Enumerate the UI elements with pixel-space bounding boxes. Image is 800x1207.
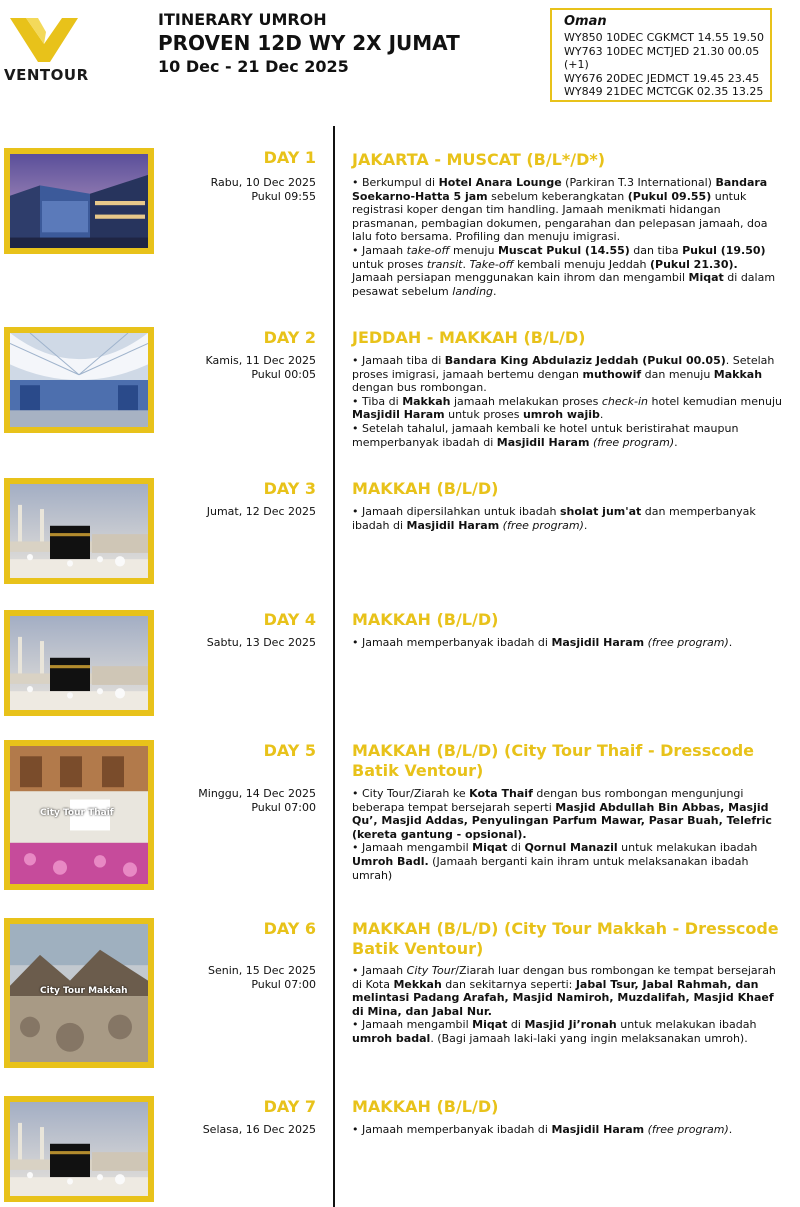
day-destination-title: JAKARTA - MUSCAT (B/L*/D*) [352,150,606,169]
day-date-text: Jumat, 12 Dec 2025 [206,505,316,518]
day-label: DAY 5 [263,741,316,760]
photo-caption: City Tour Makkah [40,986,128,996]
description-bullet: • Jamaah City Tour/Ziarah luar dengan bus rombongan ke tempat bersejarah di Kota Mekkah dan sekitarnya seperti: Jabal Tsur, Jabal Rahmah, dan melintasi Padang Arafah, Masjid Namiroh, Muzdalifah, Masjid Khaef di Mina, dan Jabal Nur. [352,964,776,1018]
day-date [205,354,316,382]
day-date [208,964,316,992]
title-line-1: ITINERARY UMROH [158,10,327,29]
city-tour-makkah-image [10,924,148,1062]
description-bullet: • Setelah tahalul, jamaah kembali ke hotel untuk beristirahat maupun memperbanyak ibadah di Masjidil Haram (free program). [352,421,739,449]
day-date [203,1123,316,1137]
day-destination-title: MAKKAH (B/L/D) [352,479,499,498]
description-bullet: • City Tour/Ziarah ke Kota Thaif dengan bus rombongan mengunjungi beberapa tempat bersejarah seperti Masjid Abdullah Bin Abbas, Masjid Qu’, Masjid Addas, Penyulingan Parfum Mawar, Pasar Buah, Telefric (kereta gantung - opsional). [352,787,772,841]
day-label: DAY 6 [263,919,316,938]
brand-name: VENTOUR [4,66,89,84]
description-bullet: • Jamaah memperbanyak ibadah di Masjidil Haram (free program). [352,636,733,649]
photo-caption: City Tour Thaif [40,808,114,818]
day-date [207,505,316,519]
day-date [207,636,316,650]
day-destination-title: MAKKAH (B/L/D) [352,610,499,629]
day-photo-frame [4,148,154,254]
flight-line: WY763 10DEC MCTJED 21.30 00.05 (+1) [564,44,760,71]
day-photo-frame [4,1096,154,1202]
description-bullet: • Jamaah take-off menuju Muscat Pukul (14.55) dan tiba Pukul (19.50) untuk proses transit. Take-off kembali menuju Jeddah (Pukul 21.30). Jamaah persiapan menggunakan kain ihrom dan mengambil Miqat di dalam pesawat sebelum landing. [352,243,776,298]
description-bullet: • Jamaah memperbanyak ibadah di Masjidil Haram (free program). [352,1123,733,1136]
city-tour-thaif-image [10,746,148,884]
day-description [352,1123,782,1137]
description-bullet: • Jamaah mengambil Miqat di Qornul Manazil untuk melakukan ibadah Umroh Badl. (Jamaah berganti kain ihram untuk melaksanakan ibadah umrah) [352,841,758,882]
kaaba-image [10,1102,148,1196]
timeline-divider [333,126,335,1207]
day-description [352,636,782,650]
day-photo-frame [4,327,154,433]
description-bullet: • Jamaah mengambil Miqat di Masjid Ji’ronah untuk melakukan ibadah umroh badal. (Bagi jamaah laki-laki yang ingin melaksanakan umroh). [352,1018,757,1045]
day-time-text: Pukul 07:00 [251,801,316,814]
day-date-text: Minggu, 14 Dec 2025 [198,787,316,800]
day-description [352,505,782,532]
day-photo-frame [4,918,154,1068]
day-photo-frame [4,610,154,716]
kaaba-image [10,616,148,710]
day-date-text: Kamis, 11 Dec 2025 [205,354,316,367]
day-description [352,964,782,1046]
itinerary-title [158,10,460,78]
day-time-text: Pukul 07:00 [251,978,316,991]
day-destination-title: MAKKAH (B/L/D) (City Tour Makkah - Dresscode Batik Ventour) [352,919,779,958]
description-bullet: • Berkumpul di Hotel Anara Lounge (Parkiran T.3 International) Bandara Soekarno-Hatta 5 jam sebelum keberangkatan (Pukul 09.55) untuk registrasi koper dengan tim handling. Jamaah menikmati hidangan prasmanan, pembagian dokumen, pengarahan dan pelepasan jamaah, doa lalu foto bersama. Profiling dan menuju imigrasi. [352,176,768,244]
airline-name: Oman [564,14,607,29]
flight-line: WY676 20DEC JEDMCT 19.45 23.45 [564,71,760,85]
day-destination-title: MAKKAH (B/L/D) [352,1097,499,1116]
flight-line: WY849 21DEC MCTCGK 02.35 13.25 [564,85,764,98]
description-bullet: • Jamaah tiba di Bandara King Abdulaziz Jeddah (Pukul 00.05). Setelah proses imigrasi, jamaah bertemu dengan muthowif dan menuju Makkah dengan bus rombongan. [352,354,775,395]
description-bullet: • Tiba di Makkah jamaah melakukan proses check-in hotel kemudian menuju Masjidil Haram untuk proses umroh wajib. [352,394,782,422]
day-label: DAY 3 [263,479,316,498]
flight-line: WY850 10DEC CGKMCT 14.55 19.50 [564,31,764,44]
day-description [352,354,782,449]
day-date [198,787,316,815]
day-description [352,176,782,298]
day-time-text: Pukul 09:55 [251,190,316,203]
hotel-building-image [10,154,148,248]
kaaba-image [10,484,148,578]
title-date-range: 10 Dec - 21 Dec 2025 [158,57,349,76]
description-bullet: • Jamaah dipersilahkan untuk ibadah sholat jum'at dan memperbanyak ibadah di Masjidil Haram (free program). [352,505,756,532]
flight-info-box [550,8,772,102]
day-label: DAY 4 [263,610,316,629]
day-destination-title: MAKKAH (B/L/D) (City Tour Thaif - Dresscode Batik Ventour) [352,741,754,780]
day-label: DAY 2 [263,328,316,347]
airport-terminal-image [10,333,148,427]
day-photo-frame [4,740,154,890]
day-description [352,787,782,882]
day-label: DAY 1 [263,148,316,167]
day-date [211,176,316,204]
day-date-text: Senin, 15 Dec 2025 [207,964,316,977]
day-date-text: Selasa, 16 Dec 2025 [202,1123,316,1136]
day-time-text: Pukul 00:05 [251,368,316,381]
ventour-logo [4,14,89,86]
day-date-text: Rabu, 10 Dec 2025 [210,176,316,189]
day-destination-title: JEDDAH - MAKKAH (B/L/D) [352,328,586,347]
day-date-text: Sabtu, 13 Dec 2025 [206,636,316,649]
title-line-2: PROVEN 12D WY 2X JUMAT [158,31,460,55]
day-photo-frame [4,478,154,584]
ventour-v-icon [10,14,80,68]
day-label: DAY 7 [263,1097,316,1116]
